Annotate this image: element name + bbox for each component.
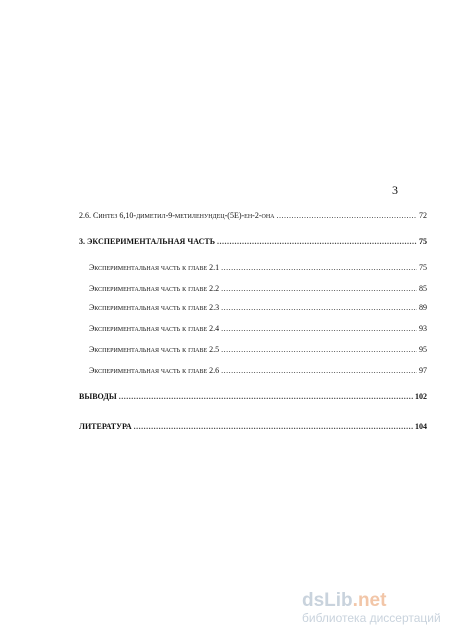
toc-leader-dots (119, 392, 413, 401)
toc-entry-title: ЛИТЕРАТУРА (79, 422, 132, 431)
toc-entry-title: 3. ЭКСПЕРИМЕНТАЛЬНАЯ ЧАСТЬ (79, 237, 215, 246)
toc-leader-dots (134, 422, 413, 431)
toc-entry-title: Экспериментальная часть к главе 2.6 (89, 366, 220, 375)
toc-entry-title: Экспериментальная часть к главе 2.4 (89, 324, 220, 333)
watermark-logo-suffix: .net (352, 590, 387, 611)
toc-entry (79, 422, 427, 431)
toc-leader-dots (221, 345, 417, 354)
toc-entry-page: 93 (419, 324, 427, 333)
toc-entry-page: 104 (415, 422, 427, 431)
toc-entry-page: 95 (419, 345, 427, 354)
watermark-logo (302, 591, 442, 611)
toc-entry-page: 72 (419, 211, 427, 220)
toc-leader-dots (277, 211, 417, 220)
toc-entry-page: 97 (419, 366, 427, 375)
watermark-logo-main: dsLib (302, 590, 353, 611)
toc-entry (79, 392, 427, 401)
toc-entry-page: 75 (419, 263, 427, 272)
toc-entry-page: 89 (419, 303, 427, 312)
toc-entry (89, 263, 427, 272)
toc-entry (79, 237, 427, 246)
toc-entry-title: 2.6. Синтез 6,10-диметил-9-метиленундец-(5E)-ен-2-она (79, 211, 275, 220)
toc-entry (89, 345, 427, 354)
toc-leader-dots (221, 366, 417, 375)
toc-entry-page: 102 (415, 392, 427, 401)
toc-entry (89, 284, 427, 293)
toc-leader-dots (221, 263, 417, 272)
toc-entry (89, 303, 427, 312)
toc-entry-title: Экспериментальная часть к главе 2.5 (89, 345, 220, 354)
toc-entry-title: Экспериментальная часть к главе 2.1 (89, 263, 220, 272)
toc-leader-dots (221, 324, 417, 333)
toc-entry-title: Экспериментальная часть к главе 2.2 (89, 284, 220, 293)
toc-entry-title: ВЫВОДЫ (79, 392, 117, 401)
toc-entry (89, 324, 427, 333)
page-number: 3 (392, 183, 398, 197)
toc-leader-dots (221, 303, 417, 312)
toc-entry-page: 85 (419, 284, 427, 293)
toc-entry (89, 366, 427, 375)
toc-entry (79, 211, 427, 220)
toc-entry-title: Экспериментальная часть к главе 2.3 (89, 303, 220, 312)
watermark-subtitle: библиотека диссертаций (302, 611, 441, 625)
dslib-watermark (302, 591, 442, 625)
toc-leader-dots (217, 237, 417, 246)
toc-leader-dots (221, 284, 417, 293)
toc-entry-page: 75 (419, 237, 427, 246)
